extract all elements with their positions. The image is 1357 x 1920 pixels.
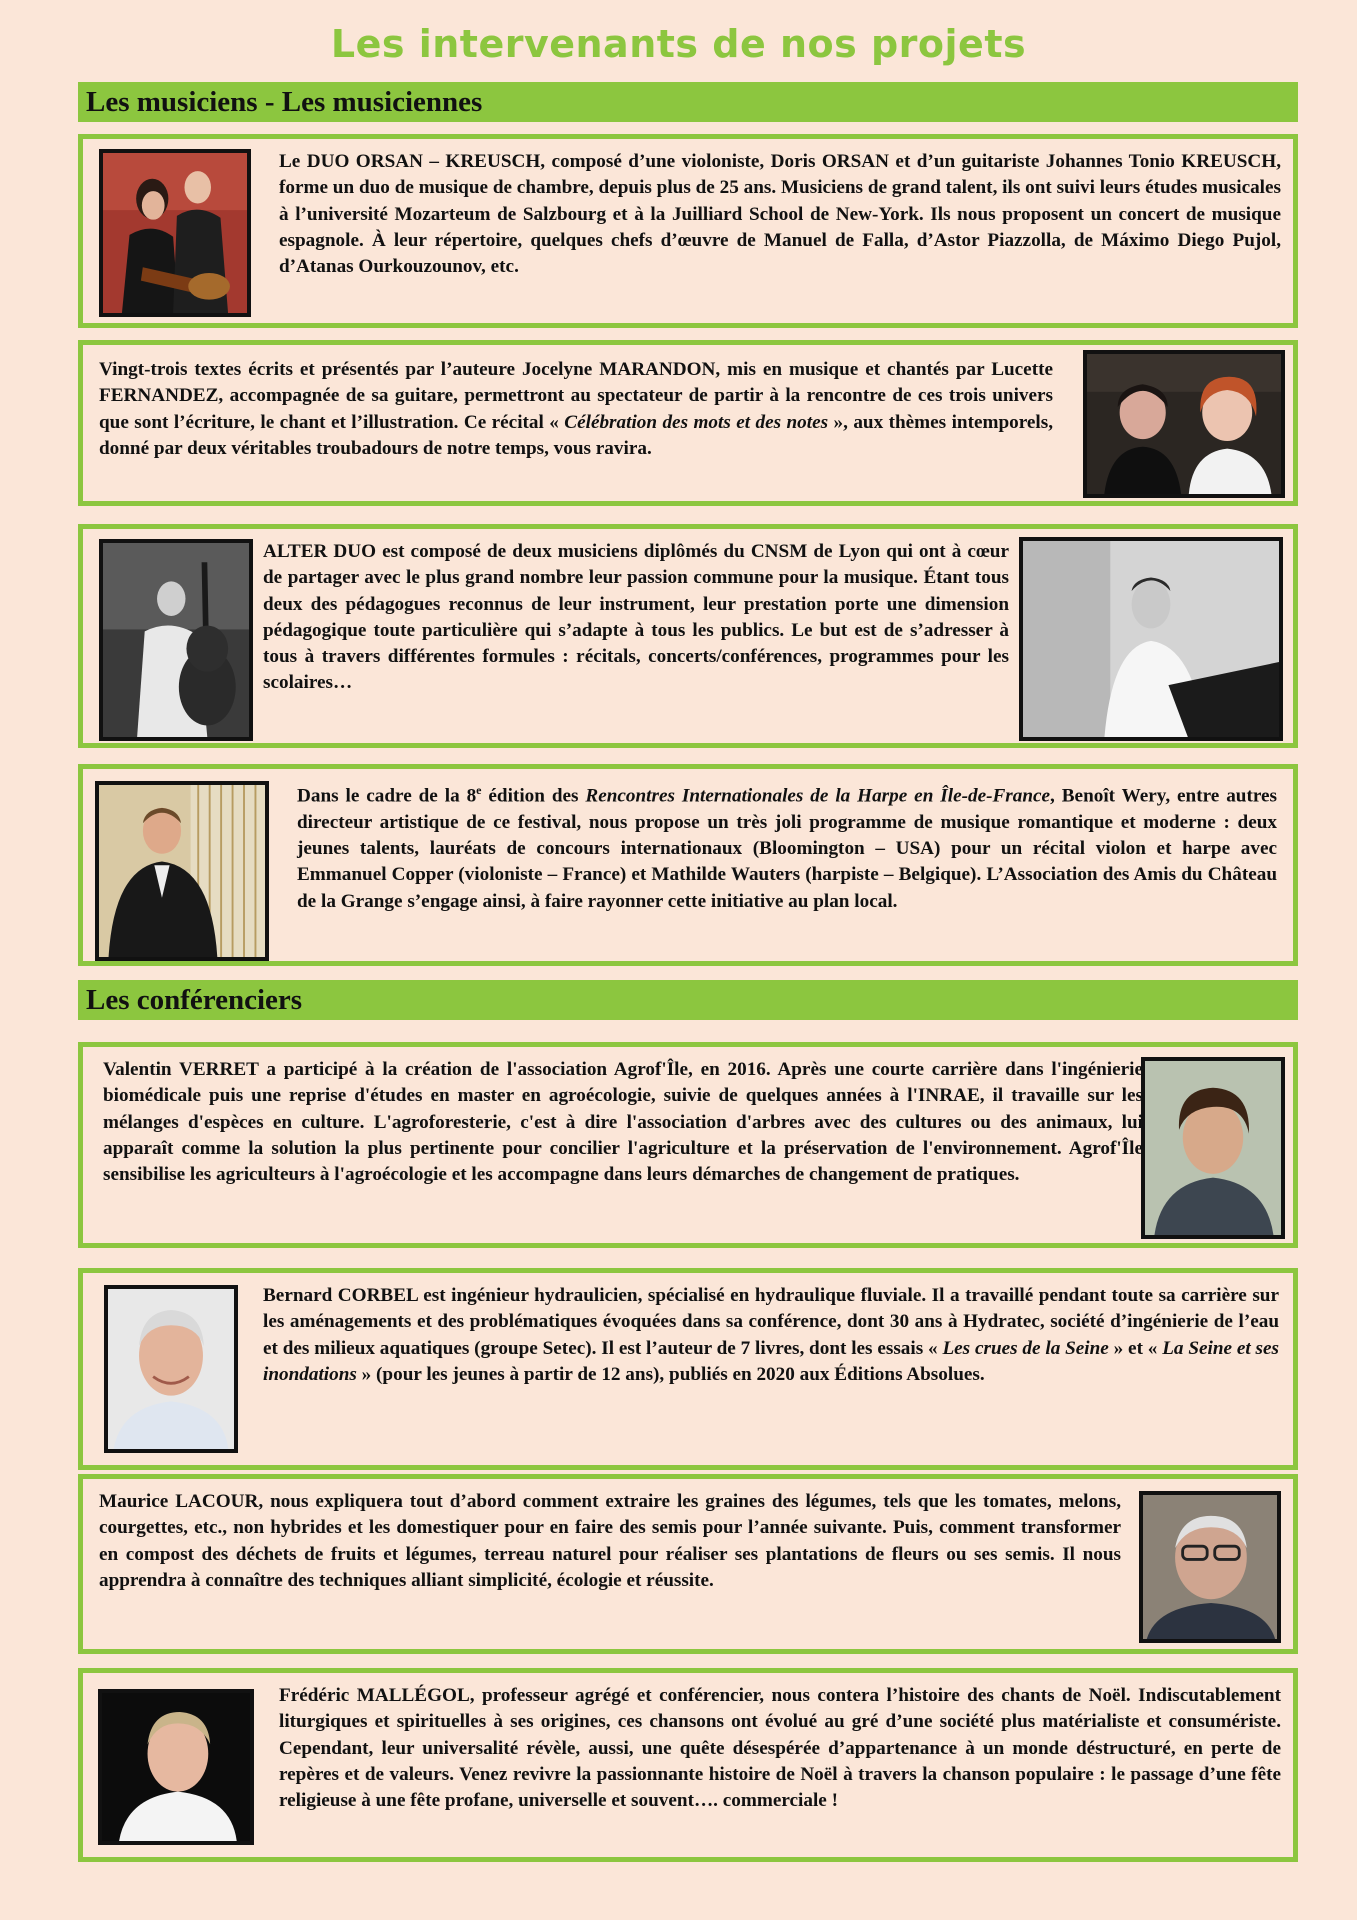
frederic-mallegol-photo <box>98 1689 254 1845</box>
alter-duo-block <box>78 524 1298 748</box>
marandon-block <box>78 340 1298 506</box>
bernard-corbel-photo <box>104 1285 238 1453</box>
maurice-lacour-photo <box>1139 1491 1281 1643</box>
alter-duo-text: ALTER DUO est composé de deux musiciens diplômés du CNSM de Lyon qui ont à cœur de partager avec le plus grand nombre leur passion commune pour la musique. Étant tous deux des pédagogues reconnus de leur instrument, leur prestation porte une dimension pédagogique toute particulière qui s’adapte à tous les publics. Le but est de s’adresser à tous à travers différentes formules : récitals, concerts/conférences, programmes pour les scolaires… <box>263 541 1009 694</box>
lacour-text: Maurice LACOUR, nous expliquera tout d’abord comment extraire les graines des légumes, tels que les tomates, melons, courgettes, etc., non hybrides et les domestiquer pour en faire des semis pour l’année suivante. Puis, comment transformer en compost des déchets de fruits et légumes, terreau naturel pour réaliser ses plantations de fleurs ou ses semis. Il nous apprendra à connaître des techniques alliant simplicité, écologie et réussite. <box>99 1491 1121 1591</box>
alter-duo-cellist-photo <box>99 539 253 741</box>
benoit-wery-photo <box>95 781 269 961</box>
harpe-text: Dans le cadre de la 8e édition des Rencontres Internationales de la Harpe en Île-de-France, Benoît Wery, entre autres directeur artistique de ce festival, nous propose un très joli programme de musique romantique et moderne : deux jeunes talents, lauréats de concours internationaux (Bloomington – USA) pour un récital violon et harpe avec Emmanuel Copper (violoniste – France) et Mathilde Wauters (harpiste – Belgique). L’Association des Amis du Château de la Grange s’engage ainsi, à faire rayonner cette initiative au plan local. <box>297 783 1278 912</box>
verret-block <box>78 1042 1298 1248</box>
lacour-block <box>78 1474 1298 1654</box>
alter-duo-pianist-photo <box>1019 537 1283 741</box>
harpe-block <box>78 764 1298 966</box>
verret-text: Valentin VERRET a participé à la création de l'association Agrof'Île, en 2016. Après une courte carrière dans l'ingénierie biomédicale puis une reprise d'études en master en agroécologie, suivie de quelques années à l'INRAE, il travaille sur les mélanges d'espèces en culture. L'agroforesterie, c'est à dire l'association d'arbres avec des cultures ou des animaux, lui apparaît comme la solution la plus pertinente pour concilier l'agriculture et la préservation de l'environnement. Agrof'Île sensibilise les agriculteurs à l'agroécologie et les accompagne dans leurs démarches de changement de pratiques. <box>103 1059 1143 1186</box>
corbel-text: Bernard CORBEL est ingénieur hydraulicien, spécialisé en hydraulique fluviale. Il a travaillé pendant toute sa carrière sur les aménagements et des problématiques évoquées dans sa conférence, dont 30 ans à Hydratec, société d’ingénierie de l’eau et des milieux aquatiques (groupe Setec). Il est l’auteur de 7 livres, dont les essais « Les crues de la Seine » et « La Seine et ses inondations » (pour les jeunes à partir de 12 ans), publiés en 2020 aux Éditions Absolues. <box>263 1285 1279 1385</box>
page-title: Les intervenants de nos projets <box>330 22 1027 66</box>
mallegol-block <box>78 1668 1298 1862</box>
mallegol-text: Frédéric MALLÉGOL, professeur agrégé et conférencier, nous contera l’histoire des chants de Noël. Indiscutablement liturgiques et spirituelles à ses origines, ces chansons ont évolué au gré d’une société plus matérialiste et consumériste. Cependant, leur universalité révèle, aussi, une quête désespérée d’appartenance à un monde déstructuré, en perte de repères et de valeurs. Venez revivre la passionnante histoire de Noël à travers la chanson populaire : le passage d’une fête religieuse à une fête profane, universelle et souvent…. commerciale ! <box>279 1685 1281 1812</box>
duo-orsan-text: Le DUO ORSAN – KREUSCH, composé d’une violoniste, Doris ORSAN et d’un guitariste Johannes Tonio KREUSCH, forme un duo de musique de chambre, depuis plus de 25 ans. Musiciens de grand talent, ils ont suivi leurs études musicales à l’université Mozarteum de Salzbourg et à la Juilliard School de New-York. Ils nous proposent un concert de musique espagnole. À leur répertoire, quelques chefs d’œuvre de Manuel de Falla, d’Astor Piazzolla, de Máximo Diego Pujol, d’Atanas Ourkouzounov, etc. <box>279 151 1281 278</box>
duo-orsan-block <box>78 134 1298 328</box>
section-heading-musicians: Les musiciens - Les musiciennes <box>78 82 1298 122</box>
valentin-verret-photo <box>1141 1057 1285 1239</box>
duo-orsan-photo <box>99 149 251 317</box>
corbel-block <box>78 1268 1298 1470</box>
section-heading-lecturers: Les conférenciers <box>78 980 1298 1020</box>
marandon-text: Vingt-trois textes écrits et présentés par l’auteure Jocelyne MARANDON, mis en musique et chantés par Lucette FERNANDEZ, accompagnée de sa guitare, permettront au spectateur de partir à la rencontre de ces trois univers que sont l’écriture, le chant et l’illustration. Ce récital « Célébration des mots et des notes », aux thèmes intemporels, donné par deux véritables troubadours de notre temps, vous ravira. <box>99 359 1054 459</box>
marandon-fernandez-photo <box>1083 350 1285 498</box>
